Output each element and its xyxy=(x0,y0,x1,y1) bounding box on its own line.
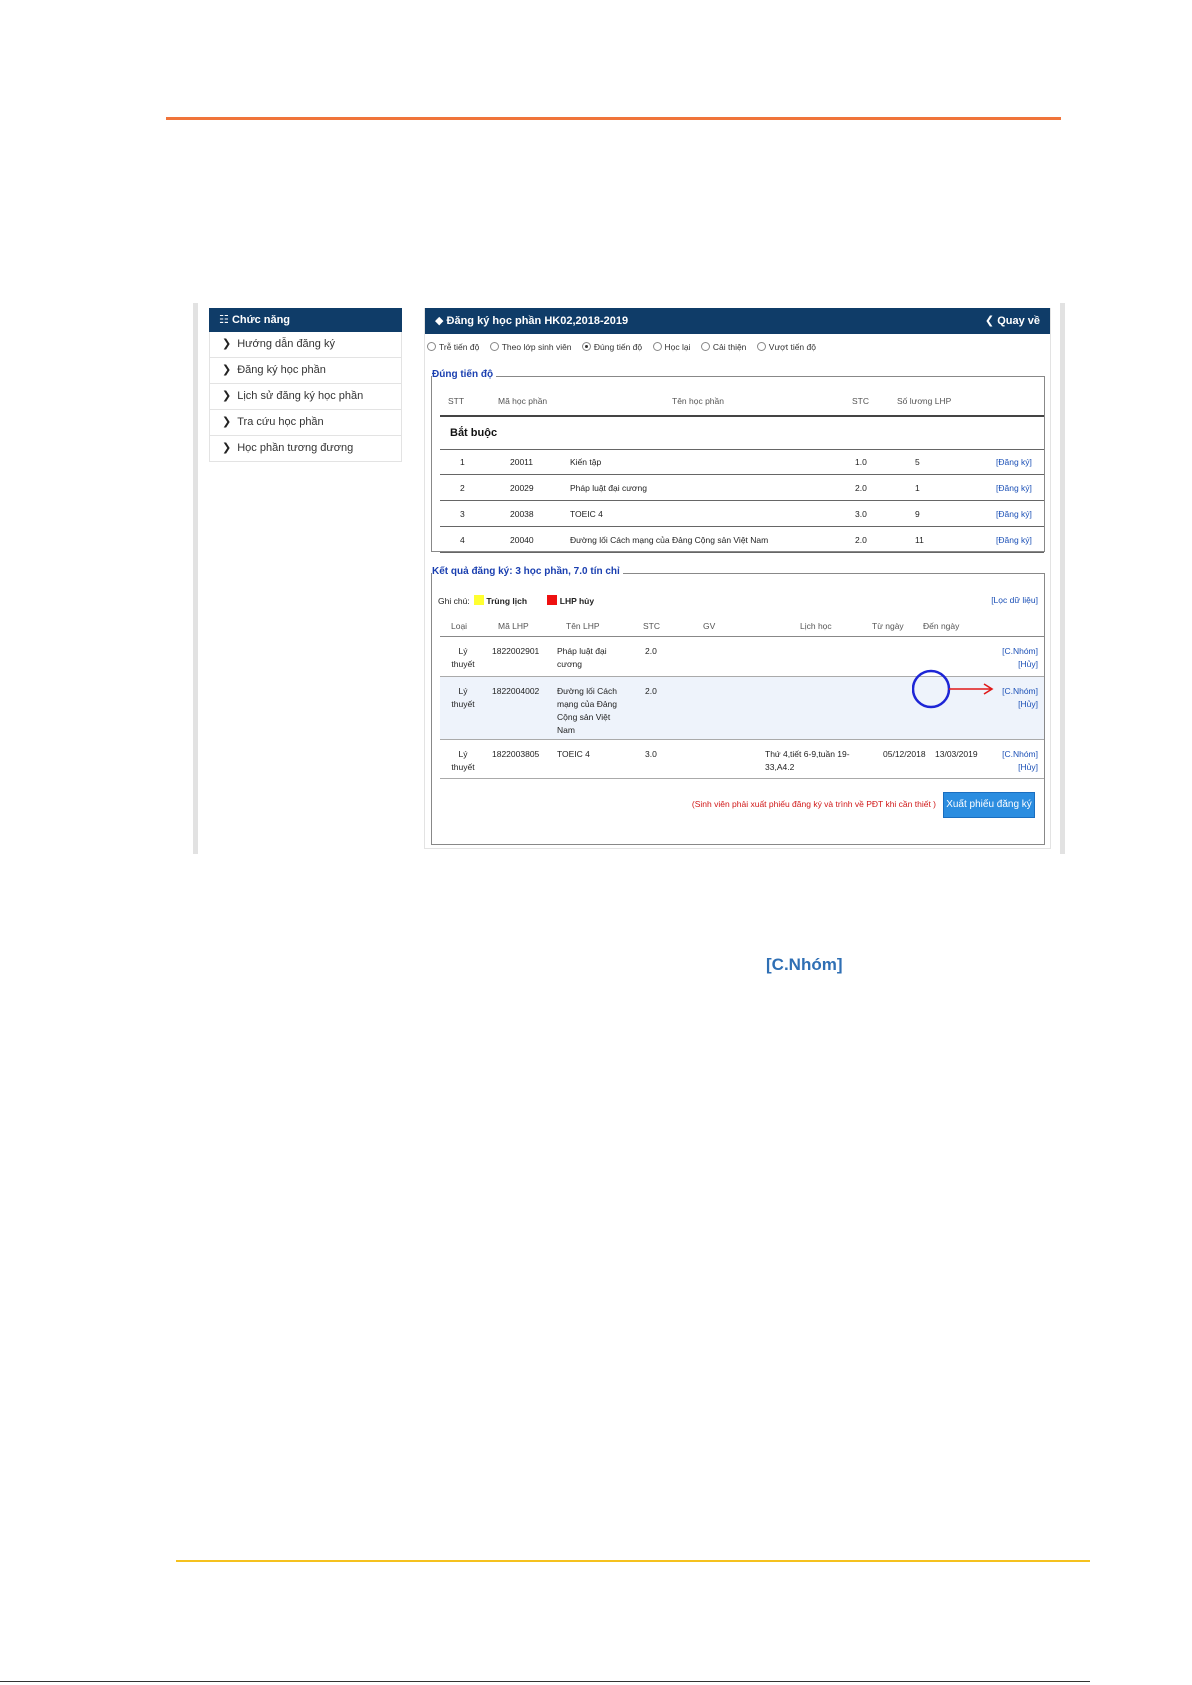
table-row: 4 20040 Đường lối Cách mạng của Đảng Cộng sản Việt Nam 2.0 11 [Đăng ký] xyxy=(440,528,1044,553)
tag-icon: ◆ xyxy=(435,315,444,327)
change-group-link[interactable]: [C.Nhóm] xyxy=(1002,686,1038,696)
courses-header-row: STT Mã học phần Tên học phần STC Số lương LHP xyxy=(440,389,1044,417)
radio-cai-thien[interactable]: Cải thiện xyxy=(701,342,747,352)
change-group-link-enlarged: [C.Nhóm] xyxy=(766,955,843,974)
red-swatch xyxy=(547,595,557,605)
sidebar xyxy=(209,308,402,462)
screenshot-frame xyxy=(193,303,1065,854)
cancel-link[interactable]: [Hủy] xyxy=(1018,699,1038,709)
change-group-link[interactable]: [C.Nhóm] xyxy=(1002,646,1038,656)
change-group-link[interactable]: [C.Nhóm] xyxy=(1002,749,1038,759)
table-row: 2 20029 Pháp luật đại cương 2.0 1 [Đăng ký] xyxy=(440,476,1044,501)
result-row: Lý thuyết 1822002901 Pháp luật đại cương 2.0 [C.Nhóm] [Hủy] xyxy=(440,637,1044,677)
legend-note: Ghi chú: Trùng lịch LHP hủy xyxy=(438,596,595,606)
panel-header xyxy=(425,308,1050,334)
sidebar-title: Chức năng xyxy=(231,314,291,326)
chevron-right-icon: ❯ xyxy=(222,442,232,454)
table-row: 1 20011 Kiến tập 1.0 5 [Đăng ký] xyxy=(440,450,1044,475)
radio-dung-tien-do[interactable]: Đúng tiến độ xyxy=(582,342,642,352)
export-form-button[interactable]: Xuất phiếu đăng ký xyxy=(943,792,1035,818)
export-warning: (Sinh viên phải xuất phiếu đăng ký và trình về PĐT khi cần thiết ) xyxy=(691,799,936,809)
top-orange-rule xyxy=(166,117,1061,120)
table-row: 3 20038 TOEIC 4 3.0 9 [Đăng ký] xyxy=(440,502,1044,527)
annotation-circle xyxy=(913,671,949,707)
radio-hoc-lai[interactable]: Học lại xyxy=(653,342,691,352)
results-legend: Kết quả đăng ký: 3 học phần, 7.0 tín chỉ xyxy=(432,566,623,577)
result-row: Lý thuyết 1822003805 TOEIC 4 3.0 Thứ 4,tiết 6-9,tuần 19-33,A4.2 05/12/2018 13/03/2019 [C.Nhóm] [Hủy] xyxy=(440,740,1044,779)
radio-vuot-tien-do[interactable]: Vượt tiến độ xyxy=(757,342,816,352)
back-button[interactable]: ❮ Quay về xyxy=(984,315,1040,327)
radio-theo-lop[interactable]: Theo lớp sinh viên xyxy=(490,342,572,352)
sidebar-item-huong-dan[interactable]: ❯ Hướng dẫn đăng ký xyxy=(209,332,402,358)
courses-fieldset xyxy=(431,369,1045,552)
sidebar-item-lich-su[interactable]: ❯ Lịch sử đăng ký học phần xyxy=(209,384,402,410)
annotation-arrow xyxy=(912,667,1002,711)
chevron-right-icon: ❯ xyxy=(222,364,232,376)
register-link[interactable]: [Đăng ký] xyxy=(996,509,1032,519)
chevron-right-icon: ❯ xyxy=(222,338,232,350)
register-link[interactable]: [Đăng ký] xyxy=(996,457,1032,467)
cancel-link[interactable]: [Hủy] xyxy=(1018,659,1038,669)
registration-panel xyxy=(424,308,1051,849)
results-header-row: Loại Mã LHP Tên LHP STC GV Lịch học Từ ngày Đến ngày xyxy=(440,612,1044,637)
sidebar-item-dang-ky[interactable]: ❯ Đăng ký học phần xyxy=(209,358,402,384)
yellow-swatch xyxy=(474,595,484,605)
chevron-right-icon: ❯ xyxy=(222,390,232,402)
grid-icon: ☷ xyxy=(219,314,229,326)
filter-link[interactable]: [Lọc dữ liệu] xyxy=(991,595,1038,605)
bottom-yellow-rule xyxy=(176,1560,1090,1562)
chevron-left-icon: ❮ xyxy=(984,315,995,327)
register-link[interactable]: [Đăng ký] xyxy=(996,535,1032,545)
courses-legend: Đúng tiến độ xyxy=(432,369,496,380)
register-link[interactable]: [Đăng ký] xyxy=(996,483,1032,493)
radio-tre-tien-do[interactable]: Trễ tiến độ xyxy=(427,342,479,352)
sidebar-item-tuong-duong[interactable]: ❯ Học phần tương đương xyxy=(209,436,402,462)
result-row: Lý thuyết 1822004002 Đường lối Cách mạng của Đảng Cộng sản Việt Nam 2.0 [C.Nhóm] [Hủy] xyxy=(440,677,1044,740)
chevron-right-icon: ❯ xyxy=(222,416,232,428)
group-label: Bắt buộc xyxy=(450,427,498,439)
results-fieldset xyxy=(431,566,1045,845)
sidebar-header xyxy=(209,308,402,332)
sidebar-item-tra-cuu[interactable]: ❯ Tra cứu học phần xyxy=(209,410,402,436)
panel-title: Đăng ký học phần HK02,2018-2019 xyxy=(446,315,629,327)
group-row xyxy=(440,417,1044,450)
page-edge-rule xyxy=(0,1681,1090,1682)
progress-filter xyxy=(425,334,1050,356)
cancel-link[interactable]: [Hủy] xyxy=(1018,762,1038,772)
